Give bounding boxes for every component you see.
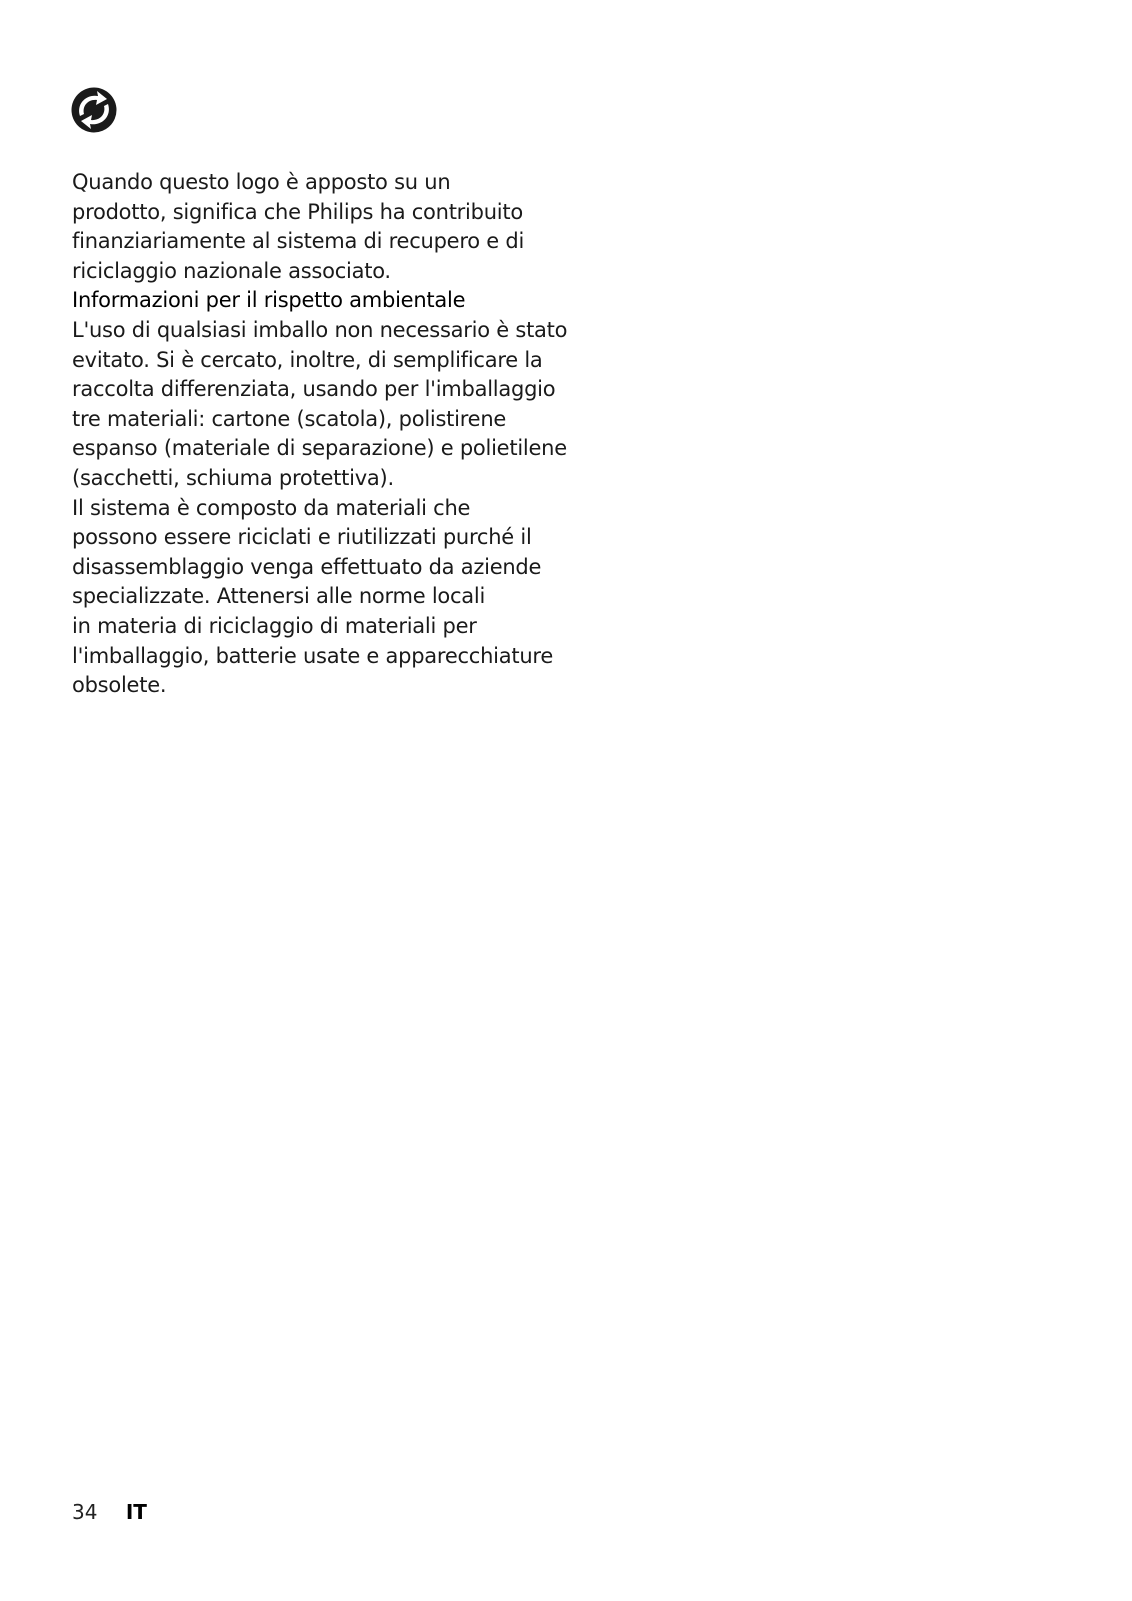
text-line: Quando questo logo è apposto su un [72,170,451,194]
text-line: disassemblaggio venga effettuato da aziende [72,554,542,579]
text-line: possono essere riciclati e riutilizzati purché il [72,525,532,550]
text-line: prodotto, significa che Philips ha contribuito [72,199,523,224]
paragraph-green-dot [72,168,542,286]
green-dot-recycling-icon [70,86,118,134]
heading-text: Informazioni per il rispetto ambientale [72,288,466,313]
text-line: espanso (materiale di separazione) e polietilene [72,436,567,461]
text-line: raccolta differenziata, usando per l'imballaggio [72,377,556,402]
page-number: 34 [72,1500,98,1524]
text-line: riciclaggio nazionale associato. [72,258,391,283]
text-line: (sacchetti, schiuma protettiva). [72,465,394,490]
main-text [72,168,568,701]
language-code: IT [125,1500,147,1524]
paragraph-packaging [72,316,568,494]
text-line: evitato. Si è cercato, inoltre, di semplificare la [72,347,543,372]
text-line: obsolete. [72,673,167,698]
text-line: Il sistema è composto da materiali che [72,495,471,520]
text-line: finanziariamente al sistema di recupero e di [72,229,525,254]
text-line: l'imballaggio, batterie usate e apparecchiature [72,643,554,668]
paragraph-recycling [72,494,554,701]
text-line: specializzate. Attenersi alle norme locali [72,584,486,609]
section-heading [72,286,542,316]
text-line: tre materiali: cartone (scatola), polistirene [72,406,507,431]
page-footer [72,1500,147,1524]
text-line: in materia di riciclaggio di materiali per [72,613,477,638]
text-line: L'uso di qualsiasi imballo non necessario è stato [72,317,568,342]
